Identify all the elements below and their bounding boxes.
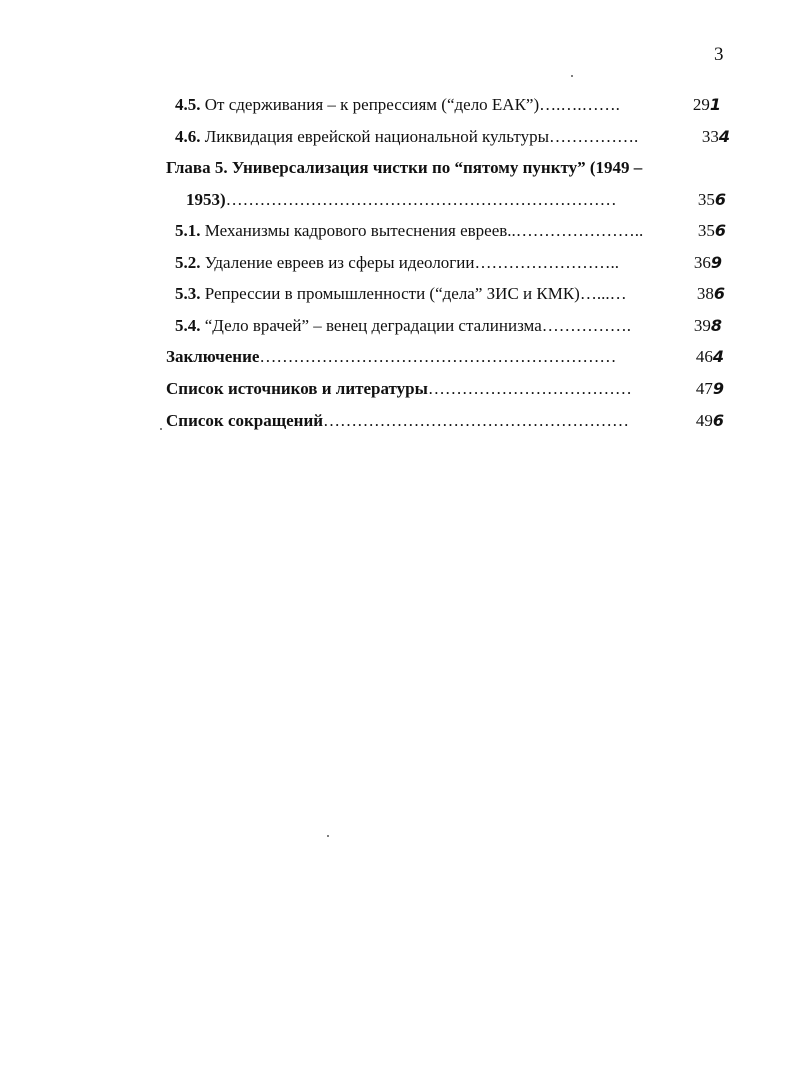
toc-entry-title: Глава 5. Универсализация чистки по “пятому пункту” (1949 – [166, 158, 643, 177]
scan-speck [327, 835, 329, 837]
toc-entry-page [690, 315, 722, 337]
toc-entry-5-3 [175, 283, 725, 305]
toc-entry-title: Механизмы кадрового вытеснения евреев [200, 221, 508, 240]
toc-page-handwritten: 6 [714, 190, 726, 209]
toc-entry-number: 5.2. [175, 253, 201, 272]
toc-entry-page [692, 378, 724, 400]
toc-entry-page [694, 220, 726, 242]
toc-page-handwritten: 6 [714, 221, 726, 240]
toc-entry-dots: …………………………………………………………… [225, 190, 617, 209]
toc-page-handwritten: 9 [712, 379, 724, 398]
toc-entry-dots: ……………………………………………………… [259, 347, 617, 366]
toc-entry-title: От сдерживания – к репрессиям (“дело ЕАК”) [200, 95, 540, 114]
toc-chapter-5-continuation [186, 189, 726, 211]
scan-speck [571, 75, 573, 77]
toc-entry-dots: ….….……. [539, 95, 620, 114]
toc-entry-page [698, 126, 730, 148]
toc-page-printed: 35 [697, 221, 715, 240]
toc-page-printed: 39 [693, 316, 711, 335]
toc-entry-5-2 [175, 252, 722, 274]
toc-entry-4-6 [175, 126, 730, 148]
toc-entry-dots: ……………………………………………… [323, 411, 630, 430]
toc-entry-page [692, 346, 724, 368]
toc-entry-dots: ..………………….. [507, 221, 644, 240]
toc-entry-number: 4.5. [175, 95, 201, 114]
toc-entry-page [690, 252, 722, 274]
toc-entry-dots: ……………. [549, 127, 639, 146]
toc-chapter-5-heading [166, 157, 726, 179]
toc-entry-dots: …………………….. [474, 253, 619, 272]
toc-page-handwritten: 6 [713, 284, 725, 303]
toc-page-handwritten: 1 [709, 95, 721, 114]
toc-entry-title: Удаление евреев из сферы идеологии [200, 253, 475, 272]
toc-entry-page [694, 189, 726, 211]
toc-entry-page [689, 94, 721, 116]
toc-page-handwritten: 4 [712, 347, 724, 366]
toc-entry-title: Ликвидация еврейской национальной культуры [200, 127, 550, 146]
page-number: 3 [714, 44, 724, 65]
toc-page-printed: 47 [695, 379, 713, 398]
toc-entry-5-1 [175, 220, 726, 242]
toc-entry-title: Заключение [166, 347, 260, 366]
toc-page-handwritten: 8 [710, 316, 722, 335]
toc-page-handwritten: 4 [718, 127, 730, 146]
toc-entry-number: 4.6. [175, 127, 201, 146]
toc-entry-dots: ……………………………… [427, 379, 632, 398]
toc-entry-title: Список источников и литературы [166, 379, 428, 398]
toc-page-printed: 49 [695, 411, 713, 430]
toc-entry-title: 1953) [186, 190, 226, 209]
toc-entry-sources [166, 378, 724, 400]
toc-page-printed: 35 [697, 190, 715, 209]
toc-entry-number: 5.4. [175, 316, 201, 335]
toc-page-printed: 38 [696, 284, 714, 303]
toc-page-handwritten: 9 [710, 253, 722, 272]
toc-entry-number: 5.3. [175, 284, 201, 303]
toc-entry-title: “Дело врачей” – венец деградации сталинизма [200, 316, 542, 335]
scan-speck [160, 428, 162, 430]
toc-page-handwritten: 6 [712, 411, 724, 430]
toc-entry-title: Репрессии в промышленности (“дела” ЗИС и КМК)…...… [200, 284, 627, 303]
toc-page-printed: 46 [695, 347, 713, 366]
toc-entry-4-5 [175, 94, 721, 116]
toc-entry-number: 5.1. [175, 221, 201, 240]
toc-page-printed: 29 [692, 95, 710, 114]
toc-entry-conclusion [166, 346, 724, 368]
toc-entry-title: Список сокращений [166, 411, 324, 430]
toc-page-printed: 36 [693, 253, 711, 272]
toc-entry-dots: ……………. [541, 316, 631, 335]
toc-entry-page [693, 283, 725, 305]
toc-page-printed: 33 [701, 127, 719, 146]
toc-entry-page [692, 410, 724, 432]
toc-entry-5-4 [175, 315, 722, 337]
toc-entry-abbreviations [166, 410, 724, 432]
